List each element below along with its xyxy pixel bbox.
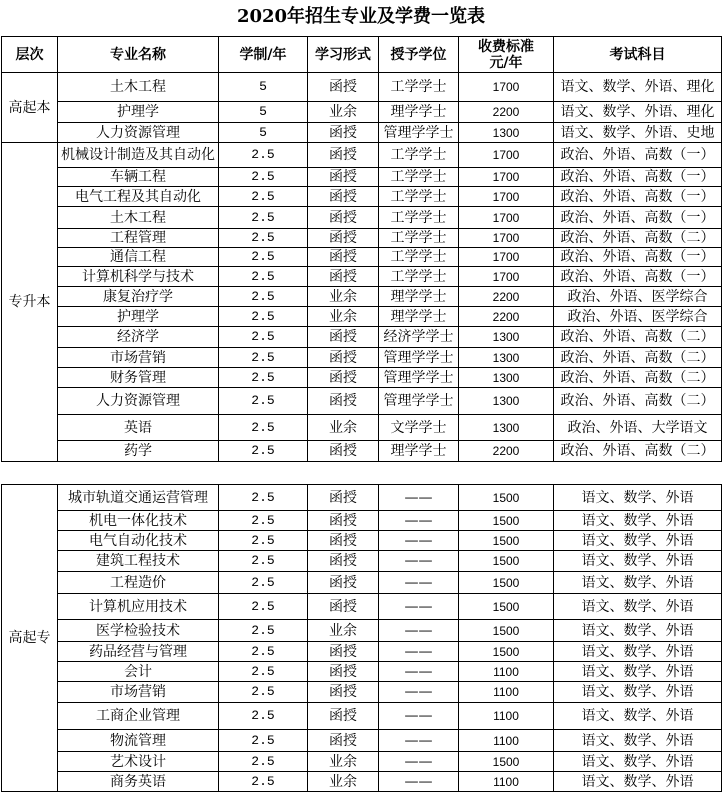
duration-cell: 2.5	[219, 642, 308, 662]
study-mode-cell: 业余	[308, 620, 379, 642]
major-cell: 机电一体化技术	[58, 511, 219, 531]
duration-cell: 2.5	[219, 703, 308, 730]
exam-cell: 政治、外语、高数（二）	[554, 229, 722, 248]
table-row	[2, 551, 722, 572]
exam-cell: 语文、数学、外语	[554, 682, 722, 703]
study-mode-cell: 函授	[308, 662, 379, 682]
table-body-upper	[2, 73, 722, 462]
header-degree: 授予学位	[379, 37, 459, 73]
degree-cell: ——	[379, 572, 459, 594]
table-row	[2, 730, 722, 752]
fee-cell: 1100	[459, 662, 554, 682]
exam-cell: 语文、数学、外语	[554, 551, 722, 572]
table-row	[2, 485, 722, 511]
major-cell: 市场营销	[58, 348, 219, 368]
study-mode-cell: 业余	[308, 307, 379, 327]
major-cell: 人力资源管理	[58, 123, 219, 143]
degree-cell: 工学学士	[379, 229, 459, 248]
study-mode-cell: 函授	[308, 327, 379, 348]
fee-cell: 1100	[459, 772, 554, 792]
duration-cell: 2.5	[219, 572, 308, 594]
study-mode-cell: 函授	[308, 267, 379, 287]
duration-cell: 2.5	[219, 511, 308, 531]
degree-cell: ——	[379, 752, 459, 772]
major-cell: 英语	[58, 415, 219, 441]
degree-cell: 管理学学士	[379, 123, 459, 143]
major-cell: 会计	[58, 662, 219, 682]
exam-cell: 政治、外语、高数（一）	[554, 187, 722, 207]
duration-cell: 2.5	[219, 531, 308, 551]
major-cell: 计算机应用技术	[58, 594, 219, 620]
major-cell: 药品经营与管理	[58, 642, 219, 662]
study-mode-cell: 函授	[308, 551, 379, 572]
degree-cell: 工学学士	[379, 73, 459, 102]
table-row	[2, 415, 722, 441]
table-row	[2, 531, 722, 551]
study-mode-cell: 函授	[308, 348, 379, 368]
degree-cell: ——	[379, 485, 459, 511]
tuition-table-upper	[1, 36, 722, 462]
major-cell: 工程管理	[58, 229, 219, 248]
table-row	[2, 772, 722, 792]
table-row	[2, 168, 722, 187]
study-mode-cell: 业余	[308, 772, 379, 792]
study-mode-cell: 函授	[308, 441, 379, 462]
table-row	[2, 229, 722, 248]
fee-cell: 1500	[459, 642, 554, 662]
degree-cell: 理学学士	[379, 287, 459, 307]
page-title: 2020年招生专业及学费一览表	[236, 6, 486, 27]
table-row	[2, 143, 722, 168]
degree-cell: 工学学士	[379, 207, 459, 229]
major-cell: 财务管理	[58, 368, 219, 388]
study-mode-cell: 业余	[308, 287, 379, 307]
study-mode-cell: 函授	[308, 511, 379, 531]
fee-cell: 1500	[459, 594, 554, 620]
fee-cell: 1700	[459, 229, 554, 248]
degree-cell: 理学学士	[379, 441, 459, 462]
degree-cell: 管理学学士	[379, 368, 459, 388]
fee-cell: 1700	[459, 143, 554, 168]
major-cell: 药学	[58, 441, 219, 462]
degree-cell: 工学学士	[379, 248, 459, 267]
table-row	[2, 102, 722, 123]
exam-cell: 语文、数学、外语	[554, 642, 722, 662]
table-row	[2, 572, 722, 594]
study-mode-cell: 业余	[308, 102, 379, 123]
duration-cell: 2.5	[219, 348, 308, 368]
exam-cell: 语文、数学、外语、史地	[554, 123, 722, 143]
exam-cell: 政治、外语、高数（二）	[554, 368, 722, 388]
table-row	[2, 662, 722, 682]
tuition-table-lower	[1, 484, 722, 792]
duration-cell: 2.5	[219, 207, 308, 229]
duration-cell: 2.5	[219, 485, 308, 511]
fee-cell: 1300	[459, 388, 554, 415]
fee-cell: 1500	[459, 531, 554, 551]
fee-cell: 1300	[459, 415, 554, 441]
level-cell: 专升本	[2, 143, 58, 462]
study-mode-cell: 函授	[308, 229, 379, 248]
degree-cell: ——	[379, 620, 459, 642]
header-duration: 学制/年	[219, 37, 308, 73]
duration-cell: 2.5	[219, 594, 308, 620]
degree-cell: 管理学学士	[379, 388, 459, 415]
duration-cell: 2.5	[219, 287, 308, 307]
study-mode-cell: 函授	[308, 703, 379, 730]
duration-cell: 2.5	[219, 168, 308, 187]
study-mode-cell: 函授	[308, 123, 379, 143]
duration-cell: 2.5	[219, 307, 308, 327]
study-mode-cell: 函授	[308, 73, 379, 102]
study-mode-cell: 函授	[308, 682, 379, 703]
exam-cell: 政治、外语、大学语文	[554, 415, 722, 441]
header-fee-line2: 元/年	[489, 54, 523, 71]
table-row	[2, 752, 722, 772]
study-mode-cell: 函授	[308, 368, 379, 388]
table-row	[2, 248, 722, 267]
exam-cell: 语文、数学、外语	[554, 730, 722, 752]
fee-cell: 1500	[459, 551, 554, 572]
duration-cell: 2.5	[219, 267, 308, 287]
fee-cell: 2200	[459, 441, 554, 462]
table-row	[2, 307, 722, 327]
exam-cell: 政治、外语、高数（一）	[554, 168, 722, 187]
study-mode-cell: 函授	[308, 248, 379, 267]
major-cell: 商务英语	[58, 772, 219, 792]
table-body-lower	[2, 485, 722, 792]
degree-cell: ——	[379, 662, 459, 682]
degree-cell: ——	[379, 594, 459, 620]
header-fee-line1: 收费标准	[478, 38, 534, 55]
header-fee	[459, 37, 554, 73]
header-exam: 考试科目	[554, 37, 722, 73]
study-mode-cell: 函授	[308, 388, 379, 415]
table-row	[2, 73, 722, 102]
degree-cell: 经济学学士	[379, 327, 459, 348]
exam-cell: 政治、外语、医学综合	[554, 287, 722, 307]
duration-cell: 2.5	[219, 682, 308, 703]
study-mode-cell: 函授	[308, 572, 379, 594]
exam-cell: 语文、数学、外语	[554, 772, 722, 792]
fee-cell: 1700	[459, 248, 554, 267]
major-cell: 城市轨道交通运营管理	[58, 485, 219, 511]
duration-cell: 2.5	[219, 551, 308, 572]
exam-cell: 语文、数学、外语	[554, 511, 722, 531]
major-cell: 电气自动化技术	[58, 531, 219, 551]
exam-cell: 语文、数学、外语、理化	[554, 102, 722, 123]
major-cell: 计算机科学与技术	[58, 267, 219, 287]
major-cell: 电气工程及其自动化	[58, 187, 219, 207]
degree-cell: ——	[379, 511, 459, 531]
fee-cell: 1100	[459, 730, 554, 752]
duration-cell: 2.5	[219, 248, 308, 267]
fee-cell: 1500	[459, 620, 554, 642]
degree-cell: ——	[379, 772, 459, 792]
duration-cell: 5	[219, 73, 308, 102]
duration-cell: 2.5	[219, 143, 308, 168]
degree-cell: 工学学士	[379, 187, 459, 207]
exam-cell: 政治、外语、高数（一）	[554, 248, 722, 267]
major-cell: 工商企业管理	[58, 703, 219, 730]
duration-cell: 2.5	[219, 388, 308, 415]
table-row	[2, 267, 722, 287]
fee-cell: 1700	[459, 168, 554, 187]
duration-cell: 2.5	[219, 187, 308, 207]
degree-cell: ——	[379, 730, 459, 752]
major-cell: 艺术设计	[58, 752, 219, 772]
duration-cell: 2.5	[219, 368, 308, 388]
degree-cell: 管理学学士	[379, 348, 459, 368]
table-row	[2, 368, 722, 388]
major-cell: 车辆工程	[58, 168, 219, 187]
table-row	[2, 620, 722, 642]
exam-cell: 政治、外语、医学综合	[554, 307, 722, 327]
header-level: 层次	[2, 37, 58, 73]
exam-cell: 语文、数学、外语	[554, 594, 722, 620]
study-mode-cell: 函授	[308, 594, 379, 620]
exam-cell: 政治、外语、高数（二）	[554, 388, 722, 415]
major-cell: 医学检验技术	[58, 620, 219, 642]
degree-cell: 工学学士	[379, 168, 459, 187]
level-cell: 高起专	[2, 485, 58, 792]
exam-cell: 语文、数学、外语	[554, 572, 722, 594]
study-mode-cell: 业余	[308, 415, 379, 441]
major-cell: 经济学	[58, 327, 219, 348]
degree-cell: 理学学士	[379, 102, 459, 123]
fee-cell: 2200	[459, 287, 554, 307]
exam-cell: 政治、外语、高数（二）	[554, 327, 722, 348]
duration-cell: 2.5	[219, 620, 308, 642]
major-cell: 物流管理	[58, 730, 219, 752]
degree-cell: ——	[379, 551, 459, 572]
major-cell: 市场营销	[58, 682, 219, 703]
level-cell: 高起本	[2, 73, 58, 143]
duration-cell: 2.5	[219, 730, 308, 752]
table-row	[2, 287, 722, 307]
header-row	[2, 37, 722, 73]
table-row	[2, 511, 722, 531]
table-row	[2, 441, 722, 462]
exam-cell: 语文、数学、外语	[554, 703, 722, 730]
exam-cell: 语文、数学、外语	[554, 531, 722, 551]
study-mode-cell: 函授	[308, 730, 379, 752]
exam-cell: 政治、外语、高数（一）	[554, 143, 722, 168]
exam-cell: 语文、数学、外语、理化	[554, 73, 722, 102]
degree-cell: ——	[379, 531, 459, 551]
fee-cell: 1300	[459, 348, 554, 368]
study-mode-cell: 函授	[308, 143, 379, 168]
fee-cell: 1500	[459, 485, 554, 511]
duration-cell: 2.5	[219, 752, 308, 772]
fee-cell: 1700	[459, 207, 554, 229]
fee-cell: 1700	[459, 267, 554, 287]
study-mode-cell: 函授	[308, 642, 379, 662]
degree-cell: ——	[379, 642, 459, 662]
major-cell: 护理学	[58, 307, 219, 327]
header-major: 专业名称	[58, 37, 219, 73]
duration-cell: 2.5	[219, 415, 308, 441]
fee-cell: 1300	[459, 368, 554, 388]
study-mode-cell: 函授	[308, 187, 379, 207]
degree-cell: 文学学士	[379, 415, 459, 441]
major-cell: 建筑工程技术	[58, 551, 219, 572]
degree-cell: 工学学士	[379, 267, 459, 287]
fee-cell: 1700	[459, 187, 554, 207]
major-cell: 机械设计制造及其自动化	[58, 143, 219, 168]
major-cell: 康复治疗学	[58, 287, 219, 307]
table-row	[2, 123, 722, 143]
exam-cell: 政治、外语、高数（一）	[554, 207, 722, 229]
major-cell: 工程造价	[58, 572, 219, 594]
table-row	[2, 642, 722, 662]
table-row	[2, 207, 722, 229]
duration-cell: 2.5	[219, 229, 308, 248]
table-row	[2, 327, 722, 348]
table-row	[2, 348, 722, 368]
fee-cell: 1300	[459, 123, 554, 143]
table-row	[2, 187, 722, 207]
fee-cell: 2200	[459, 307, 554, 327]
study-mode-cell: 函授	[308, 168, 379, 187]
major-cell: 通信工程	[58, 248, 219, 267]
duration-cell: 2.5	[219, 441, 308, 462]
duration-cell: 2.5	[219, 662, 308, 682]
duration-cell: 2.5	[219, 772, 308, 792]
major-cell: 护理学	[58, 102, 219, 123]
exam-cell: 语文、数学、外语	[554, 620, 722, 642]
table-row	[2, 703, 722, 730]
exam-cell: 政治、外语、高数（一）	[554, 267, 722, 287]
table-row	[2, 682, 722, 703]
study-mode-cell: 函授	[308, 531, 379, 551]
fee-cell: 1500	[459, 511, 554, 531]
fee-cell: 1100	[459, 703, 554, 730]
major-cell: 人力资源管理	[58, 388, 219, 415]
study-mode-cell: 函授	[308, 207, 379, 229]
fee-cell: 1500	[459, 752, 554, 772]
fee-cell: 1700	[459, 73, 554, 102]
exam-cell: 政治、外语、高数（二）	[554, 348, 722, 368]
table-row	[2, 594, 722, 620]
table-row	[2, 388, 722, 415]
study-mode-cell: 函授	[308, 485, 379, 511]
exam-cell: 语文、数学、外语	[554, 752, 722, 772]
exam-cell: 语文、数学、外语	[554, 485, 722, 511]
degree-cell: 理学学士	[379, 307, 459, 327]
header-study-mode: 学习形式	[308, 37, 379, 73]
study-mode-cell: 业余	[308, 752, 379, 772]
major-cell: 土木工程	[58, 207, 219, 229]
fee-cell: 1300	[459, 327, 554, 348]
fee-cell: 1500	[459, 572, 554, 594]
degree-cell: ——	[379, 682, 459, 703]
degree-cell: ——	[379, 703, 459, 730]
exam-cell: 政治、外语、高数（二）	[554, 441, 722, 462]
duration-cell: 2.5	[219, 327, 308, 348]
duration-cell: 5	[219, 102, 308, 123]
duration-cell: 5	[219, 123, 308, 143]
major-cell: 土木工程	[58, 73, 219, 102]
fee-cell: 2200	[459, 102, 554, 123]
exam-cell: 语文、数学、外语	[554, 662, 722, 682]
degree-cell: 工学学士	[379, 143, 459, 168]
fee-cell: 1100	[459, 682, 554, 703]
